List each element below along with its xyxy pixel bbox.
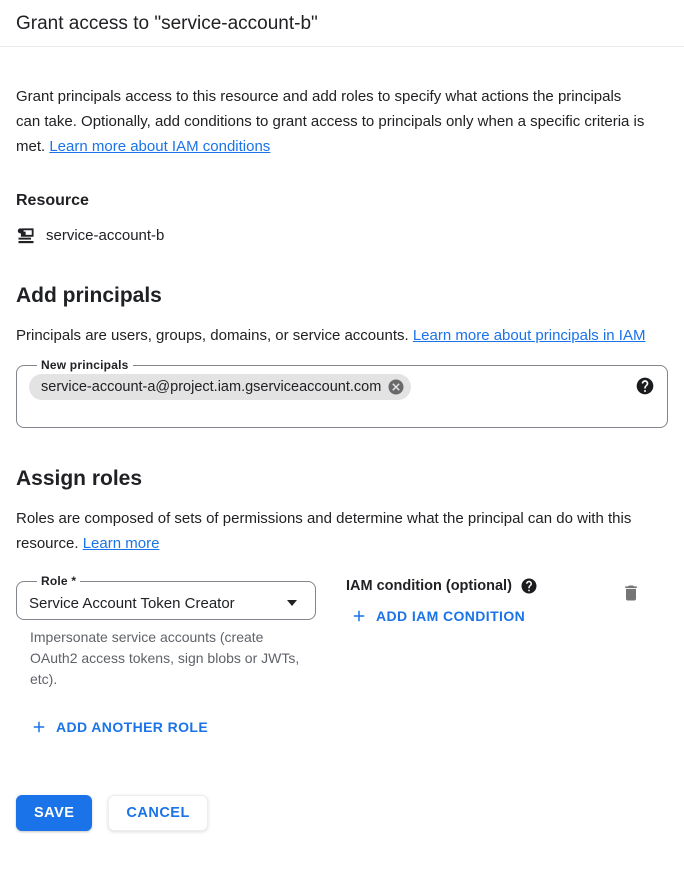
chip-remove-icon[interactable]: [387, 378, 405, 396]
iam-condition-label: IAM condition (optional): [346, 578, 512, 594]
new-principals-label: New principals: [41, 358, 129, 372]
cancel-button[interactable]: CANCEL: [108, 795, 207, 831]
roles-paragraph: [16, 506, 664, 556]
new-principals-field[interactable]: [16, 358, 668, 428]
principals-learn-more-link[interactable]: Learn more about principals in IAM: [412, 327, 646, 344]
resource-item: [16, 225, 668, 245]
dialog-content: [0, 84, 684, 741]
roles-text: Roles are composed of sets of permissions and determine what the principal can do with this resource.: [16, 510, 632, 552]
assign-roles-heading: Assign roles: [16, 467, 143, 490]
iam-condition-help-icon[interactable]: [520, 577, 538, 595]
role-selected-value: Service Account Token Creator: [29, 594, 235, 612]
principal-chip-label: service-account-a@project.iam.gserviceaccount.com: [41, 379, 382, 395]
add-another-role-button[interactable]: ADD ANOTHER ROLE: [30, 718, 208, 736]
role-helper-text: Impersonate service accounts (create OAuth2 access tokens, sign blobs or JWTs, etc).: [30, 629, 300, 687]
dialog-header: [0, 0, 684, 47]
principals-text: Principals are users, groups, domains, or service accounts.: [16, 327, 413, 344]
intro-text: Grant principals access to this resource and add roles to specify what actions the principals can take. Optionally, add conditions to grant access to principals only when a specific criteria is met.: [16, 88, 645, 155]
dialog-title: Grant access to "service-account-b": [16, 13, 318, 34]
dialog-footer: [0, 795, 684, 831]
save-button[interactable]: SAVE: [16, 795, 92, 831]
dropdown-arrow-icon: [287, 600, 297, 606]
iam-condition-column: [346, 574, 538, 630]
roles-learn-more-link[interactable]: Learn more: [82, 535, 160, 552]
role-label: Role *: [41, 574, 77, 588]
delete-role-icon[interactable]: [620, 582, 642, 604]
plus-icon: [350, 607, 368, 625]
principals-help-icon[interactable]: [635, 376, 655, 396]
principal-chip: [29, 374, 411, 400]
add-iam-condition-button[interactable]: ADD IAM CONDITION: [350, 607, 525, 625]
iam-conditions-link[interactable]: Learn more about IAM conditions: [49, 138, 271, 155]
role-row: [16, 574, 668, 690]
role-select[interactable]: [16, 574, 316, 620]
plus-icon: [30, 718, 48, 736]
role-column: [16, 574, 316, 690]
resource-name: service-account-b: [46, 226, 165, 244]
intro-paragraph: [16, 84, 646, 159]
principals-paragraph: [16, 323, 664, 348]
add-principals-heading: Add principals: [16, 284, 162, 307]
resource-heading: Resource: [16, 192, 89, 209]
service-account-icon: [16, 225, 36, 245]
